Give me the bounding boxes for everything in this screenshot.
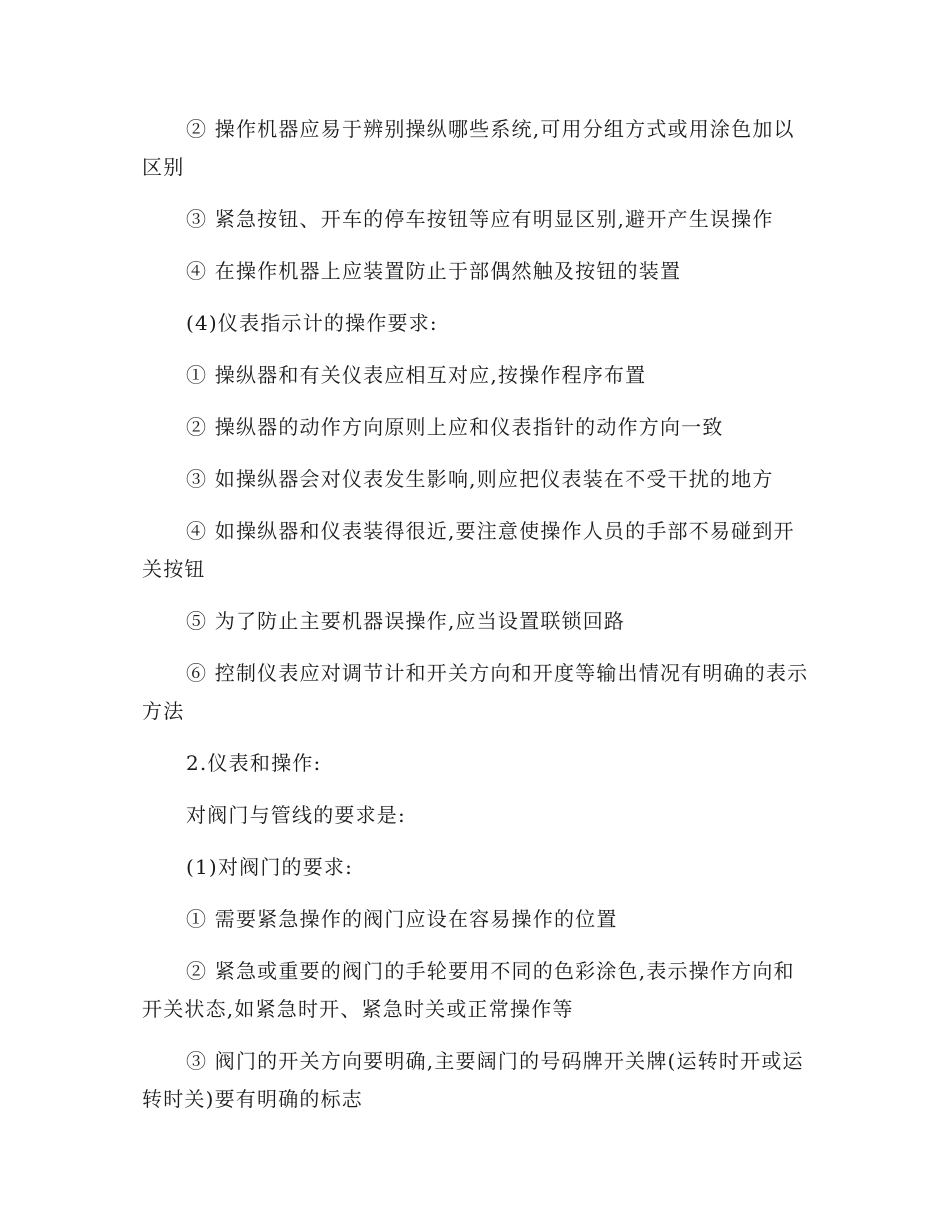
paragraph-valve-position: ① 需要紧急操作的阀门应设在容易操作的位置	[186, 907, 618, 931]
paragraph-direction-consistency: ② 操纵器的动作方向原则上应和仪表指针的动作方向一致	[186, 415, 724, 439]
paragraph-control-distinction: ② 操作机器应易于辨别操纵哪些系统,可用分组方式或用涂色加以区别	[142, 117, 795, 179]
paragraph-valve-color: ② 紧急或重要的阀门的手轮要用不同的色彩涂色,表示操作方向和开关状态,如紧急时开、紧急时关或正常操作等	[142, 959, 795, 1021]
paragraph-interlock-circuit: ⑤ 为了防止主要机器误操作,应当设置联锁回路	[186, 609, 626, 633]
section-heading-instruments-operation: 2.仪表和操作:	[186, 751, 322, 775]
document-body	[142, 110, 812, 1132]
paragraph-instrument-correspondence: ① 操纵器和有关仪表应相互对应,按操作程序布置	[186, 363, 647, 387]
section-heading-valve-requirements: (1)对阀门的要求:	[186, 855, 354, 879]
paragraph-valve-pipeline-intro: 对阀门与管线的要求是:	[186, 803, 406, 827]
paragraph-interference: ③ 如操纵器会对仪表发生影响,则应把仪表装在不受干扰的地方	[186, 467, 774, 491]
paragraph-output-display: ⑥ 控制仪表应对调节计和开关方向和开度等输出情况有明确的表示方法	[142, 661, 809, 723]
paragraph-emergency-button: ③ 紧急按钮、开车的停车按钮等应有明显区别,避开产生误操作	[186, 207, 774, 231]
paragraph-accidental-touch: ④ 在操作机器上应装置防止于部偶然触及按钮的装置	[186, 259, 682, 283]
paragraph-valve-marking: ③ 阀门的开关方向要明确,主要阔门的号码牌开关牌(运转时开或运转时关)要有明确的标志	[142, 1049, 804, 1111]
section-heading-instrument-requirements: (4)仪表指示计的操作要求:	[186, 311, 438, 335]
paragraph-switch-distance: ④ 如操纵器和仪表装得很近,要注意使操作人员的手部不易碰到开关按钮	[142, 519, 795, 581]
